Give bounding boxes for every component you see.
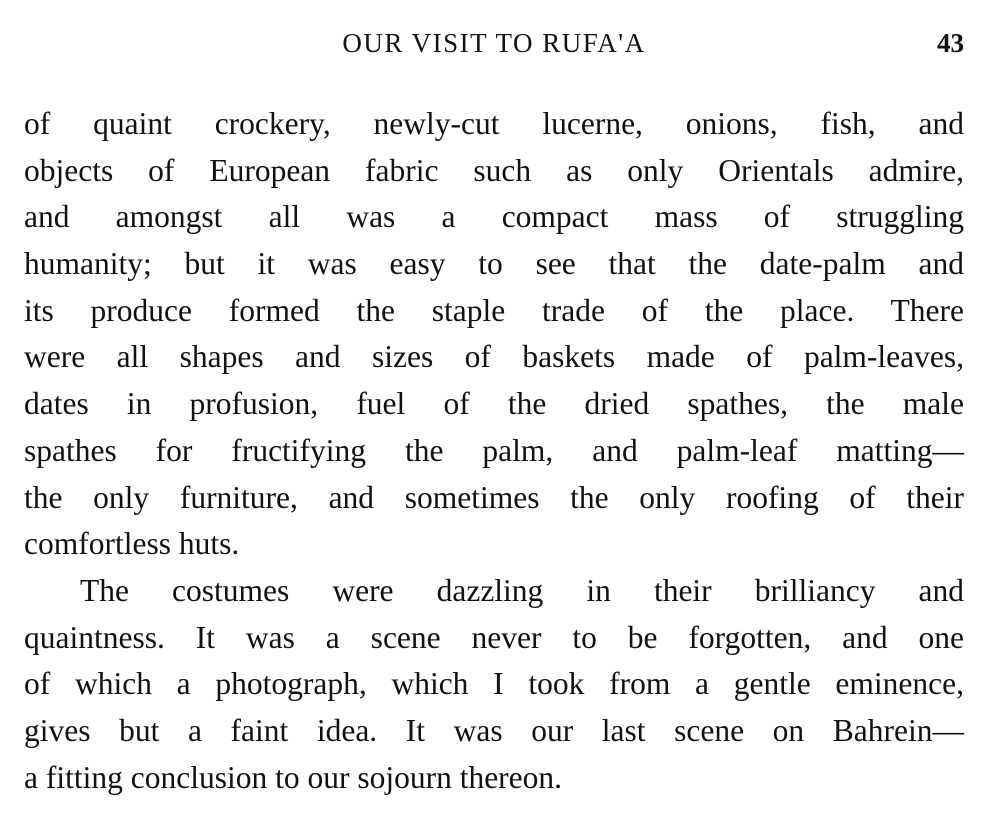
text-line: dates in profusion, fuel of the dried spathes, the male — [24, 386, 964, 422]
text-line: and amongst all was a compact mass of struggling — [24, 199, 964, 235]
paragraph — [24, 568, 964, 801]
text-line: humanity; but it was easy to see that the date-palm and — [24, 246, 964, 282]
text-line: comfortless huts. — [24, 526, 240, 562]
text-line: of quaint crockery, newly-cut lucerne, onions, fish, and — [24, 106, 964, 141]
running-header — [24, 28, 964, 68]
text-line: objects of European fabric such as only Orientals admire, — [24, 152, 964, 188]
text-line: the only furniture, and sometimes the only roofing of their — [24, 479, 964, 515]
text-line: quaintness. It was a scene never to be forgotten, and one — [24, 619, 964, 655]
paragraph — [24, 101, 964, 568]
page-number: 43 — [937, 28, 964, 58]
text-line: gives but a faint idea. It was our last scene on Bahrein— — [24, 712, 964, 748]
text-line: of which a photograph, which I took from a gentle eminence, — [24, 666, 964, 702]
running-title: OUR VISIT TO RUFA'A — [342, 28, 646, 58]
body-text — [24, 101, 964, 801]
text-line: a fitting conclusion to our sojourn thereon. — [24, 759, 563, 795]
text-line: spathes for fructifying the palm, and palm-leaf matting— — [24, 432, 964, 468]
text-line: were all shapes and sizes of baskets made of palm-leaves, — [24, 339, 964, 375]
text-line: The costumes were dazzling in their brilliancy and — [80, 572, 964, 608]
text-line: its produce formed the staple trade of the place. There — [24, 292, 964, 328]
